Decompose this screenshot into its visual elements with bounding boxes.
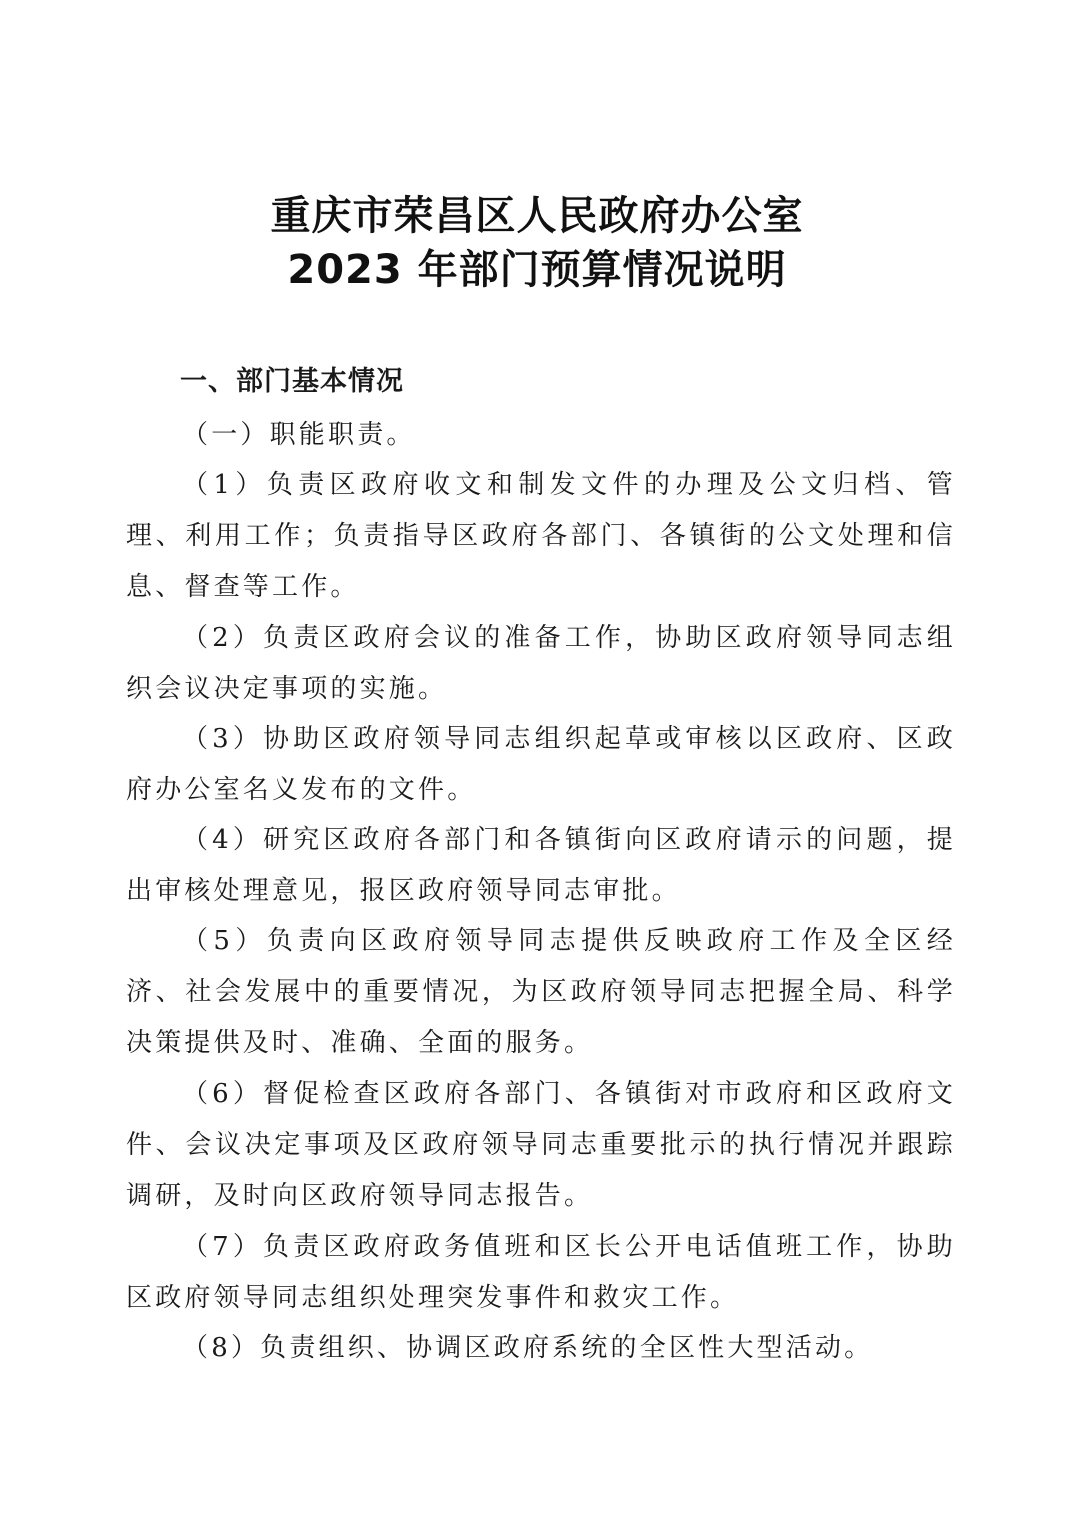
duty-item-5: （5）负责向区政府领导同志提供反映政府工作及全区经济、社会发展中的重要情况，为区政府领导同志把握全局、科学决策提供及时、准确、全面的服务。	[126, 926, 956, 1058]
duty-item-7: （7）负责区政府政务值班和区长公开电话值班工作，协助区政府领导同志组织处理突发事件和救灾工作。	[126, 1232, 956, 1313]
document-title-line-2: 2023 年部门预算情况说明	[287, 247, 787, 293]
duty-item-4: （4）研究区政府各部门和各镇街向区政府请示的问题，提出审核处理意见，报区政府领导同志审批。	[126, 825, 956, 906]
document-title-line-1: 重庆市荣昌区人民政府办公室	[270, 193, 804, 239]
subheading-functions: （一）职能职责。	[182, 420, 416, 450]
duty-item-6: （6）督促检查区政府各部门、各镇街对市政府和区政府文件、会议决定事项及区政府领导同志重要批示的执行情况并跟踪调研，及时向区政府领导同志报告。	[126, 1079, 956, 1211]
section-heading: 一、部门基本情况	[180, 366, 404, 397]
duty-item-1: （1）负责区政府收文和制发文件的办理及公文归档、管理、利用工作；负责指导区政府各部门、各镇街的公文处理和信息、督查等工作。	[126, 470, 956, 602]
duty-item-3: （3）协助区政府领导同志组织起草或审核以区政府、区政府办公室名义发布的文件。	[126, 724, 956, 805]
duty-item-2: （2）负责区政府会议的准备工作，协助区政府领导同志组织会议决定事项的实施。	[126, 623, 956, 704]
duty-item-8: （8）负责组织、协调区政府系统的全区性大型活动。	[182, 1333, 874, 1363]
